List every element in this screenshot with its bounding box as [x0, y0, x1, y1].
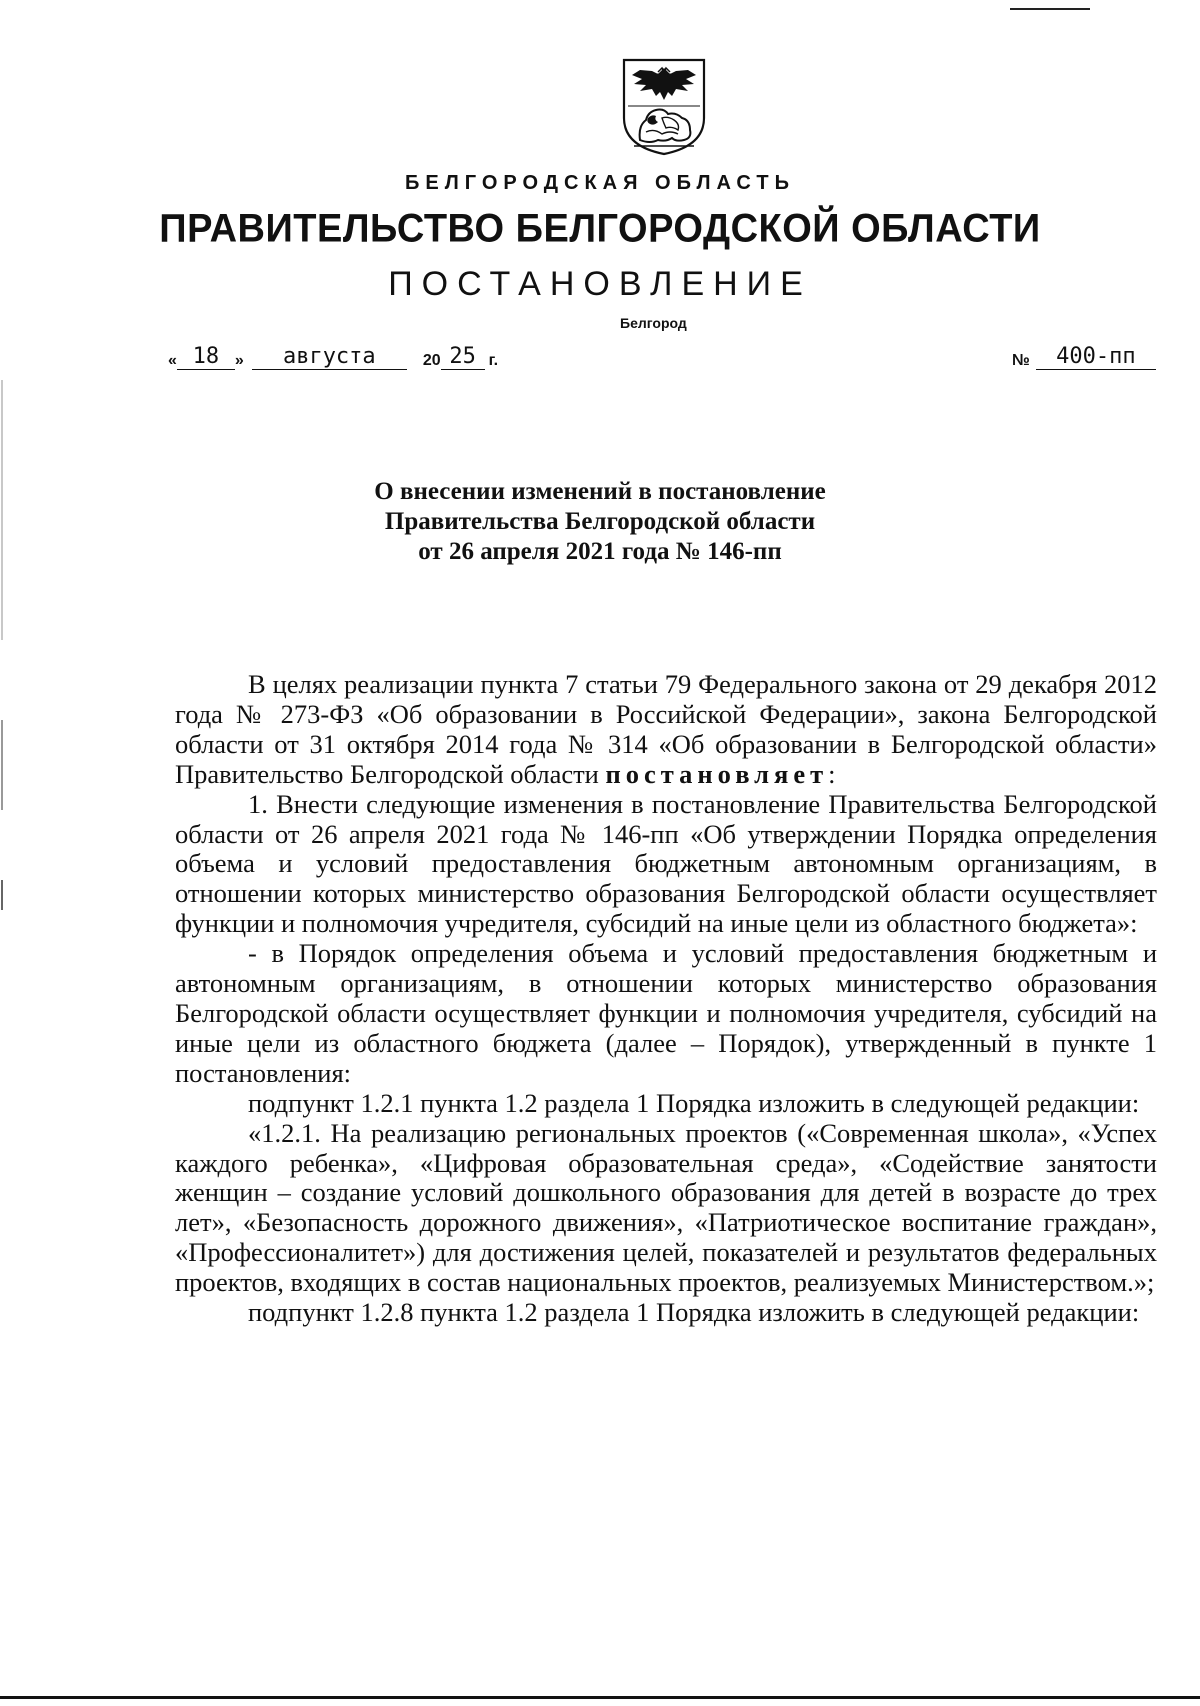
- scan-edge-mark: [0, 1696, 1200, 1699]
- scan-edge-mark: [1, 720, 3, 810]
- resolves-word: постановляет: [605, 758, 829, 789]
- date-close-quote: »: [234, 352, 244, 369]
- body-paragraph: 1. Внести следующие изменения в постановление Правительства Белгородской области от 26 апреля 2021 года № 146-пп «Об утверждении Порядка определения объема и условий предоставления бюджетным автономным организациям, в отношении которых министерство образования Белгородской области осуществляет функции и полномочия учредителя, субсидий на иные цели из областного бюджета»:: [175, 788, 1157, 939]
- document-title: [0, 477, 1200, 567]
- coat-of-arms-icon: [618, 56, 710, 156]
- date-month: августа: [252, 345, 407, 370]
- body-paragraph: «1.2.1. На реализацию региональных проектов («Современная школа», «Успех каждого ребенка», «Цифровая образовательная среда», «Содействие занятости женщин – создание условий дошкольного образования для детей в возрасте до трех лет», «Безопасность дорожного движения», «Патриотическое воспитание граждан», «Профессионалитет») для достижения целей, показателей и результатов федеральных проектов, входящих в состав национальных проектов, реализуемых Министерством.»;: [175, 1117, 1157, 1298]
- date-year-suffix: 25: [441, 345, 485, 370]
- date-open-quote: «: [168, 352, 177, 369]
- body-paragraph: - в Порядок определения объема и условий предоставления бюджетным и автономным организациям, в отношении которых министерство образования Белгородской области осуществляет функции и полномочия учредителя, субсидий на иные цели из областного бюджета (далее – Порядок), утвержденный в пункте 1 постановления:: [175, 938, 1157, 1088]
- document-type: ПОСТАНОВЛЕНИЕ: [388, 265, 812, 303]
- date-day: 18: [177, 345, 235, 370]
- city-name: Белгород: [620, 315, 687, 331]
- preamble-paragraph: [175, 670, 1157, 790]
- body-paragraph: подпункт 1.2.8 пункта 1.2 раздела 1 Порядка изложить в следующей редакции:: [248, 1297, 1140, 1328]
- body-paragraph: подпункт 1.2.1 пункта 1.2 раздела 1 Порядка изложить в следующей редакции:: [248, 1087, 1140, 1118]
- region-name: БЕЛГОРОДСКАЯ ОБЛАСТЬ: [405, 172, 795, 194]
- title-line: О внесении изменений в постановление: [374, 478, 826, 505]
- preamble-text: В целях реализации пункта 7 статьи 79 Федерального закона от 29 декабря 2012 года № 273-ФЗ «Об образовании в Российской Федерации», закона Белгородской области от 31 октября 2014 года № 314 «Об образовании в Белгородской области» Правительство Белгородской области: [175, 669, 1157, 789]
- document-number: [1012, 340, 1156, 370]
- resolves-colon: :: [828, 758, 836, 789]
- government-name: ПРАВИТЕЛЬСТВО БЕЛГОРОДСКОЙ ОБЛАСТИ: [159, 206, 1041, 252]
- title-line: от 26 апреля 2021 года № 146-пп: [418, 538, 782, 565]
- number-value: 400-пп: [1036, 345, 1156, 370]
- title-line: Правительства Белгородской области: [384, 508, 816, 535]
- date-year-prefix: 20: [422, 352, 441, 369]
- document-body: [175, 670, 1157, 1328]
- scan-edge-mark: [1, 880, 3, 910]
- number-sign: №: [1012, 352, 1030, 369]
- document-date: [168, 340, 498, 370]
- date-year-mark: г.: [488, 352, 499, 369]
- scan-edge-mark: [1010, 8, 1090, 10]
